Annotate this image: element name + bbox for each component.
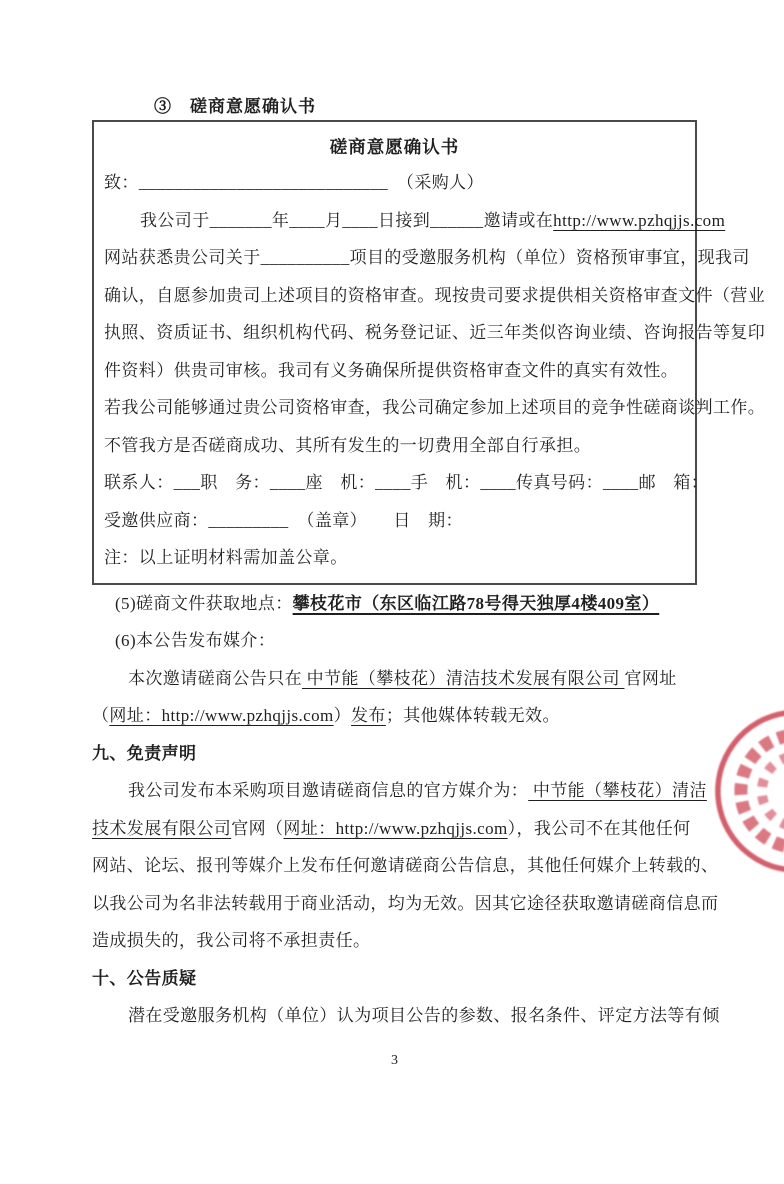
page-number: 3 bbox=[391, 1052, 398, 1068]
media-paragraph-line-1: 本次邀请磋商公告只在 中节能（攀枝花）清洁技术发展有限公司 官网址 bbox=[128, 668, 677, 688]
form-line-body-1: 我公司于_______年____月____日接到______邀请或在http://www.pzhqjjs.com bbox=[140, 210, 726, 230]
item5-document-location: (5)磋商文件获取地点：攀枝花市（东区临江路78号得天独厚4楼409室） bbox=[115, 593, 660, 613]
disclaimer-line-3: 网站、论坛、报刊等媒介上发布任何邀请磋商公告信息，其他任何媒介上转载的、 bbox=[92, 856, 719, 875]
disclaimer-line-1: 我公司发布本采购项目邀请磋商信息的官方媒介为： 中节能（攀枝花）清洁 bbox=[128, 781, 707, 800]
form-line-contact: 联系人：___职 务：____座 机：____手 机：____传真号码：____邮 箱： bbox=[104, 473, 709, 492]
form-line-to-purchaser: 致：____________________________ （采购人） bbox=[104, 173, 484, 192]
form-line-body-5: 件资料）供贵司审核。我司有义务确保所提供资格审查文件的真实有效性。 bbox=[104, 360, 679, 380]
query-line-1: 潜在受邀服务机构（单位）认为项目公告的参数、报名条件、评定方法等有倾 bbox=[128, 1006, 720, 1025]
form-line-supplier-stamp: 受邀供应商：_________ （盖章） 日 期： bbox=[104, 510, 463, 530]
form-line-body-3: 确认，自愿参加贵司上述项目的资格审查。现按贵司要求提供相关资格审查文件（营业 bbox=[104, 285, 766, 305]
confirmation-form-box bbox=[92, 120, 766, 585]
form-line-body-2: 网站获悉贵公司关于__________项目的受邀服务机构（单位）资格预审事宜，现我司 bbox=[104, 248, 750, 267]
disclaimer-line-2: 技术发展有限公司官网（网址：http://www.pzhqjjs.com），我公司不在其他任何 bbox=[92, 818, 691, 838]
disclaimer-line-4: 以我公司为名非法转载用于商业活动，均为无效。因其它途径获取邀请磋商信息而 bbox=[92, 893, 719, 913]
form-line-body-4: 执照、资质证书、组织机构代码、税务登记证、近三年类似咨询业绩、咨询报告等复印 bbox=[104, 323, 766, 342]
section-9-heading: 九、免责声明 bbox=[92, 743, 197, 763]
section-10-heading: 十、公告质疑 bbox=[92, 968, 197, 988]
media-paragraph-line-2: （网址：http://www.pzhqjjs.com）发布；其他媒体转载无效。 bbox=[92, 706, 560, 725]
form-title: 磋商意愿确认书 bbox=[329, 137, 460, 157]
item-heading: ③ 磋商意愿确认书 bbox=[154, 97, 316, 116]
form-line-body-7: 不管我方是否磋商成功、其所有发生的一切费用全部自行承担。 bbox=[104, 435, 592, 455]
disclaimer-line-5: 造成损失的，我公司将不承担责任。 bbox=[92, 931, 371, 950]
form-line-body-6: 若我公司能够通过贵公司资格审查，我公司确定参加上述项目的竞争性磋商谈判工作。 bbox=[104, 398, 766, 417]
form-line-note: 注：以上证明材料需加盖公章。 bbox=[104, 548, 348, 567]
item6-announcement-media: (6)本公告发布媒介： bbox=[115, 631, 276, 650]
